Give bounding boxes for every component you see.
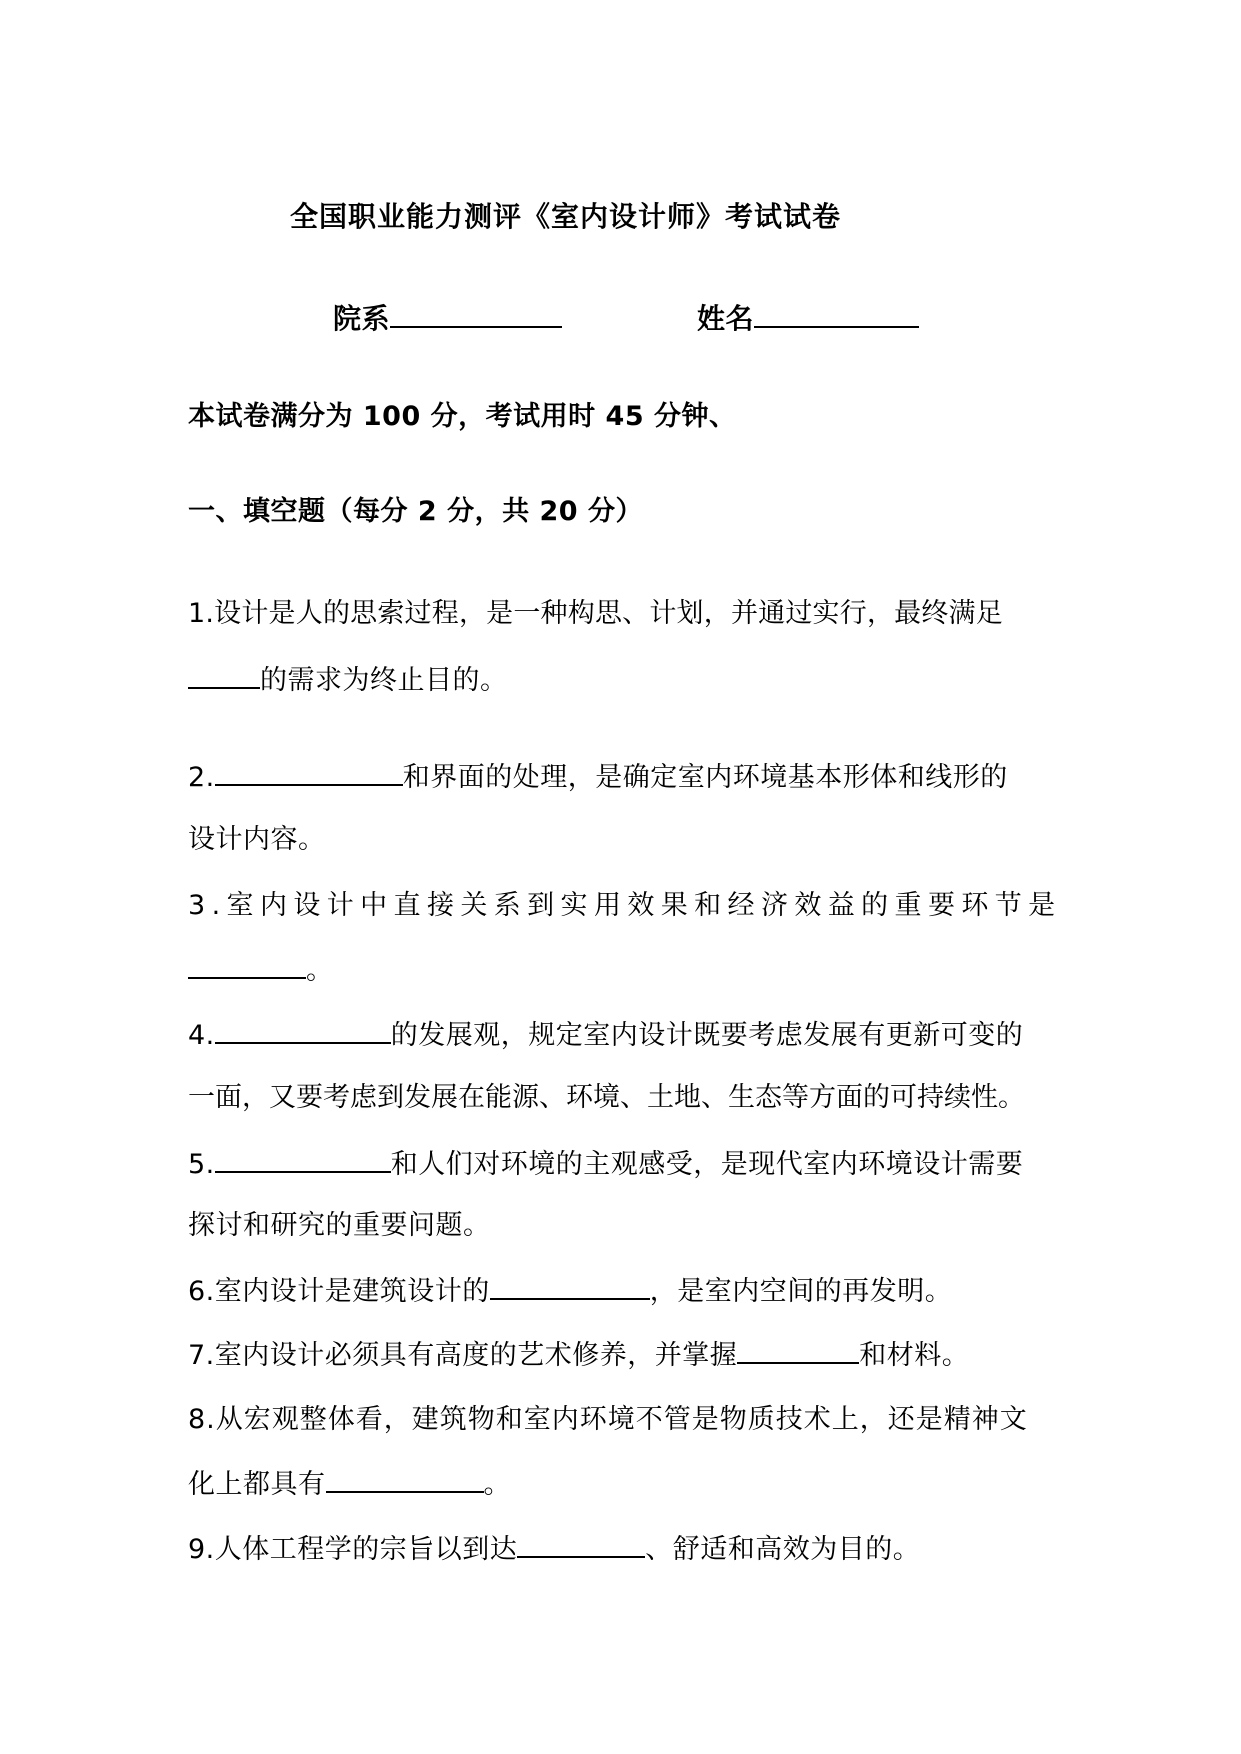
name-label: 姓名 xyxy=(697,302,755,335)
question-2-line-1 xyxy=(188,758,1008,796)
question-4-line-1 xyxy=(188,1016,1023,1054)
question-3-text-after: 。 xyxy=(306,955,334,986)
question-5-blank[interactable] xyxy=(215,1145,391,1173)
question-4-blank[interactable] xyxy=(215,1016,391,1044)
exam-title: 全国职业能力测评《室内设计师》考试试卷 xyxy=(290,200,842,233)
question-4-text-after: 的发展观，规定室内设计既要考虑发展有更新可变的 xyxy=(390,1020,1024,1051)
question-6-text-before: 6.室内设计是建筑设计的 xyxy=(188,1276,490,1307)
name-blank[interactable] xyxy=(754,300,919,328)
question-7-text-after: 和材料。 xyxy=(859,1340,970,1371)
question-8-line-2 xyxy=(188,1465,511,1503)
question-1-text-after: 的需求为终止目的。 xyxy=(260,665,508,696)
question-6 xyxy=(188,1272,952,1310)
question-5-line-1 xyxy=(188,1145,1023,1183)
question-2-blank[interactable] xyxy=(215,758,403,786)
question-9-blank[interactable] xyxy=(517,1530,645,1558)
department-blank[interactable] xyxy=(390,300,562,328)
question-5-line-2: 探讨和研究的重要问题。 xyxy=(188,1210,491,1241)
question-3-blank[interactable] xyxy=(188,951,306,979)
name-field xyxy=(697,300,919,338)
question-5-text-after: 和人们对环境的主观感受，是现代室内环境设计需要 xyxy=(390,1149,1024,1180)
question-6-blank[interactable] xyxy=(490,1272,650,1300)
question-8-blank[interactable] xyxy=(326,1465,484,1493)
question-6-text-after: ，是室内空间的再发明。 xyxy=(649,1276,953,1307)
question-5-number: 5. xyxy=(188,1149,215,1180)
question-4-line-2: 一面，又要考虑到发展在能源、环境、土地、生态等方面的可持续性。 xyxy=(188,1082,1025,1113)
question-8-text-after: 。 xyxy=(483,1469,511,1500)
exam-instructions: 本试卷满分为 100 分，考试用时 45 分钟、 xyxy=(188,401,737,432)
question-1-blank[interactable] xyxy=(188,661,260,689)
question-2-line-2: 设计内容。 xyxy=(188,824,326,855)
question-8-text-before: 化上都具有 xyxy=(188,1469,326,1500)
question-9-text-after: 、舒适和高效为目的。 xyxy=(645,1534,921,1565)
question-1-line-1: 1.设计是人的思索过程，是一种构思、计划，并通过实行，最终满足 xyxy=(188,598,1003,629)
question-2-text-after: 和界面的处理，是确定室内环境基本形体和线形的 xyxy=(402,762,1008,793)
question-9 xyxy=(188,1530,920,1568)
question-3-line-2 xyxy=(188,951,334,989)
question-3-line-1: 3.室内设计中直接关系到实用效果和经济效益的重要环节是 xyxy=(188,890,1062,921)
section-title: 一、填空题（每分 2 分，共 20 分） xyxy=(188,496,643,527)
question-2-number: 2. xyxy=(188,762,215,793)
question-7-blank[interactable] xyxy=(737,1336,859,1364)
question-4-number: 4. xyxy=(188,1020,215,1051)
department-label: 院系 xyxy=(333,302,391,335)
question-9-text-before: 9.人体工程学的宗旨以到达 xyxy=(188,1534,518,1565)
department-field xyxy=(333,300,562,338)
question-8-line-1: 8.从宏观整体看，建筑物和室内环境不管是物质技术上，还是精神文 xyxy=(188,1404,1028,1435)
question-7-text-before: 7.室内设计必须具有高度的艺术修养，并掌握 xyxy=(188,1340,738,1371)
question-7 xyxy=(188,1336,969,1374)
question-1-line-2 xyxy=(188,661,508,699)
